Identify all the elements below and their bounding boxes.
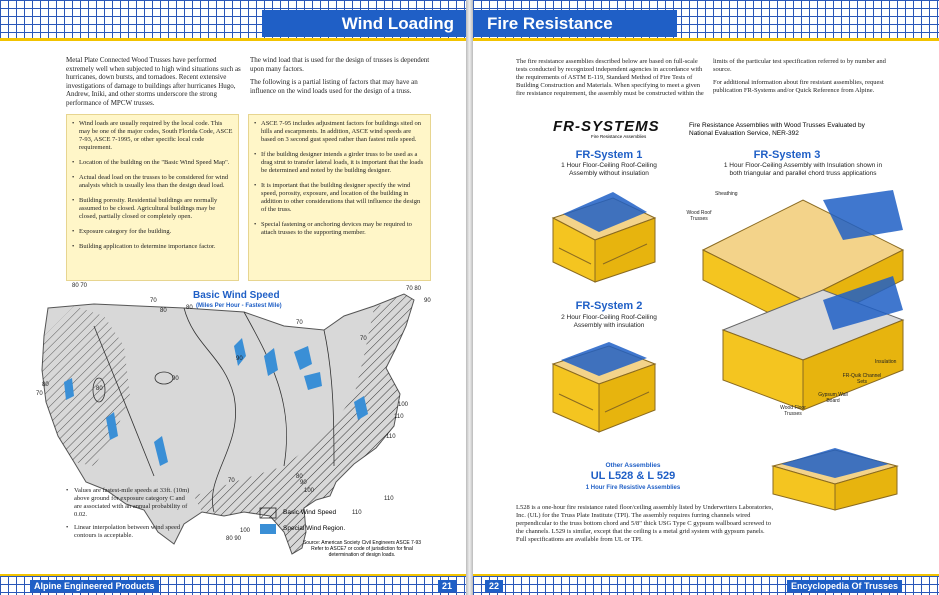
contour-label: 100	[304, 488, 315, 494]
header-rule	[473, 38, 939, 41]
contour-label: 70	[228, 478, 235, 484]
intro-paragraph: Metal Plate Connected Wood Trusses have performed extremely well when subjected to high wind situations such as hurricanes, down bursts, and tornadoes. Recent extensive investigations of damage to buildings after hurricanes Hugo, Andrew, Iniki, and other storms underscore the strong performance of MPCW trusses.	[66, 56, 241, 107]
callout-quik-channel: FR-Quik Channel Sets	[842, 373, 882, 385]
map-title: Basic Wind Speed	[193, 290, 280, 301]
system-desc: 2 Hour Floor-Ceiling Roof-Ceiling Assembly with insulation	[561, 314, 657, 329]
contour-label: 70	[360, 336, 367, 342]
factor-item: • Exposure category for the building.	[71, 228, 234, 236]
contour-label: 70 80	[406, 286, 422, 292]
contour-label: 110	[384, 496, 394, 502]
system-title: FR-System 2	[575, 300, 643, 312]
page-title: Wind Loading	[262, 10, 466, 37]
contour-label: 90	[424, 298, 431, 304]
factor-item: • Building porosity. Residential buildings are normally assumed to be closed. Agricultural buildings may be closed, partially closed or completely open.	[71, 197, 234, 221]
system-desc: 1 Hour Floor-Ceiling Assembly with Insulation shown in both triangular and parallel chord truss applications	[723, 162, 883, 177]
fire-intro-left: The fire resistance assemblies described below are based on full-scale tests conducted by recognized independent agencies in accordance with the requirements of ASTM E-119, Standard Method of Fire Tests of Building Construction and Materials. When specifying to meet a given fire resistance requirement, the assembly must be constructed within the	[516, 58, 704, 97]
contour-label: 80 90	[226, 536, 242, 542]
contour-label: 80	[160, 308, 167, 314]
callout-sheathing: Sheathing	[715, 191, 738, 197]
factor-item: • Building application to determine importance factor.	[71, 243, 234, 251]
logo-caption: Fire Resistance Assemblies with Wood Trusses Evaluated by National Evaluation Service, NER-392	[689, 122, 865, 137]
contour-label: 80	[186, 305, 193, 311]
map-note: Values are fastest-mile speeds at 33ft. (10m) above ground for exposure category C and are associated with an annual probability of 0.02.	[74, 487, 190, 518]
intro-paragraph: For additional information about fire resistant assemblies, request publication FR-Systems and/or Quick Reference from Alpine.	[713, 79, 884, 94]
map-source: Source: American Society Civil Engineers ASCE 7-93 Refer to ASCE7 or code of jurisdiction for final determination of design loads.	[302, 540, 422, 558]
factors-box-right	[248, 114, 431, 281]
legend-special-swatch	[260, 524, 276, 534]
page-wind-loading	[0, 0, 466, 595]
callout-gypsum: Gypsum Wall Board	[818, 392, 848, 404]
map-notes: • Values are fastest-mile speeds at 33ft. (10m) above ground for exposure category C and are associated with an annual probability of 0.02. • Linear interpolation between wind speed contours is acceptable.	[66, 487, 190, 539]
fr-systems-logo	[553, 118, 685, 140]
factor-item: • ASCE 7-95 includes adjustment factors for buildings sited on hills and escarpments. In addition, ASCE wind speeds are based on 3 second gust speed rather than fastest mile speed.	[253, 120, 426, 144]
page-number: 22	[485, 580, 503, 592]
contour-label: 100	[240, 528, 251, 534]
factor-item: • Special fastening or anchoring devices may be required to attach trusses to the supporting member.	[253, 221, 426, 237]
contour-label: 110	[352, 510, 362, 516]
ul-title: UL L528 & L 529	[590, 470, 676, 482]
intro-column	[66, 56, 244, 113]
intro-paragraph: limits of the particular test specification referred to by number and source.	[713, 58, 886, 73]
contour-label: 80	[96, 386, 103, 392]
header-rule	[0, 38, 466, 41]
page-number: 21	[438, 580, 456, 592]
contour-label: 70	[296, 320, 303, 326]
legend-hatch-swatch	[260, 508, 276, 518]
contour-label: 80	[42, 382, 49, 388]
map-subtitle: (Miles Per Hour - Fastest Mile)	[196, 303, 282, 309]
footer-publisher: Alpine Engineered Products	[30, 580, 159, 592]
intro-column-right	[250, 56, 430, 100]
contour-label: 70	[36, 391, 43, 397]
factor-item: • If the building designer intends a girder truss to be used as a drag strut to transfer lateral loads, it is important that the loads be determined and noted by the building designer.	[253, 151, 426, 175]
callout-roof-trusses: Wood Roof Trusses	[686, 210, 712, 222]
callout-insulation: Insulation	[875, 359, 897, 365]
system-desc: 1 Hour Floor-Ceiling Roof-Ceiling Assembly without insulation	[561, 162, 657, 177]
map-note: Linear interpolation between wind speed contours is acceptable.	[74, 524, 181, 539]
fr-system-3-illustration	[693, 180, 913, 430]
system-title: FR-System 3	[753, 149, 821, 161]
fire-intro-right	[713, 58, 903, 100]
factor-item: • It is important that the building designer specify the wind speed, porosity, exposure, and location of the building in addition to other considerations that will influence the design of the truss.	[253, 182, 426, 214]
fr-system-1-illustration	[543, 178, 663, 290]
contour-label: 90	[236, 356, 243, 362]
factors-box-left	[66, 114, 239, 281]
factor-item: • Actual dead load on the trusses to be considered for wind analysis which is usually less than the design dead load.	[71, 174, 234, 190]
callout-floor-trusses: Wood Floor Trusses	[780, 405, 806, 417]
page-gutter	[466, 0, 473, 595]
factor-item: • Location of the building on the "Basic Wind Speed Map".	[71, 159, 234, 167]
contour-label: 80 70	[72, 283, 88, 289]
page-fire-resistance	[473, 0, 939, 595]
ul-assembly-illustration	[765, 444, 905, 514]
intro-paragraph: The following is a partial listing of factors that may have an influence on the wind loads used for the design of a truss.	[250, 78, 418, 95]
fr-system-2-illustration	[543, 330, 663, 442]
contour-label: 90	[300, 480, 307, 486]
intro-paragraph: The wind load that is used for the design of trusses is dependent upon many factors.	[250, 56, 430, 73]
ul-description: L528 is a one-hour fire resistance rated floor/ceiling assembly listed by Underwriters Laboratories, Inc. (UL) for the Truss Plate Institute (TPI). The assembly requires furring channels wired perpendicular to the truss bottom chord and 5/8" thick USG Type C gypsum wallboard screwed to the channels. L529 is similar, except that the ceiling is a metal grid system with gypsum panels. Full specifications are available from UL or TPI.	[516, 504, 774, 543]
footer-book-title: Encyclopedia Of Trusses	[787, 580, 902, 592]
logo-text: FR-SYSTEMS	[553, 118, 660, 135]
ul-subtitle: 1 Hour Fire Resistive Assemblies	[585, 485, 681, 491]
logo-subtext: Fire Resistance Assemblies	[591, 134, 647, 139]
contour-label: 80	[296, 474, 303, 480]
contour-label: 100	[398, 402, 409, 408]
legend-special-label: Special Wind Region.	[283, 525, 346, 532]
factor-item: • Wind loads are usually required by the local code. This may be one of the major codes, South Florida Code, ASCE 7-93, ASCE 7-1995, or other specific local code requirement.	[71, 120, 234, 152]
contour-label: 110	[386, 434, 396, 440]
page-title: Fire Resistance	[473, 10, 677, 37]
contour-label: 70	[150, 298, 157, 304]
system-title: FR-System 1	[575, 149, 643, 161]
contour-label: 90	[172, 376, 179, 382]
other-assemblies-label: Other Assemblies	[605, 462, 661, 469]
contour-label: 110	[394, 414, 404, 420]
legend-basic-label: Basic Wind Speed	[283, 509, 337, 516]
